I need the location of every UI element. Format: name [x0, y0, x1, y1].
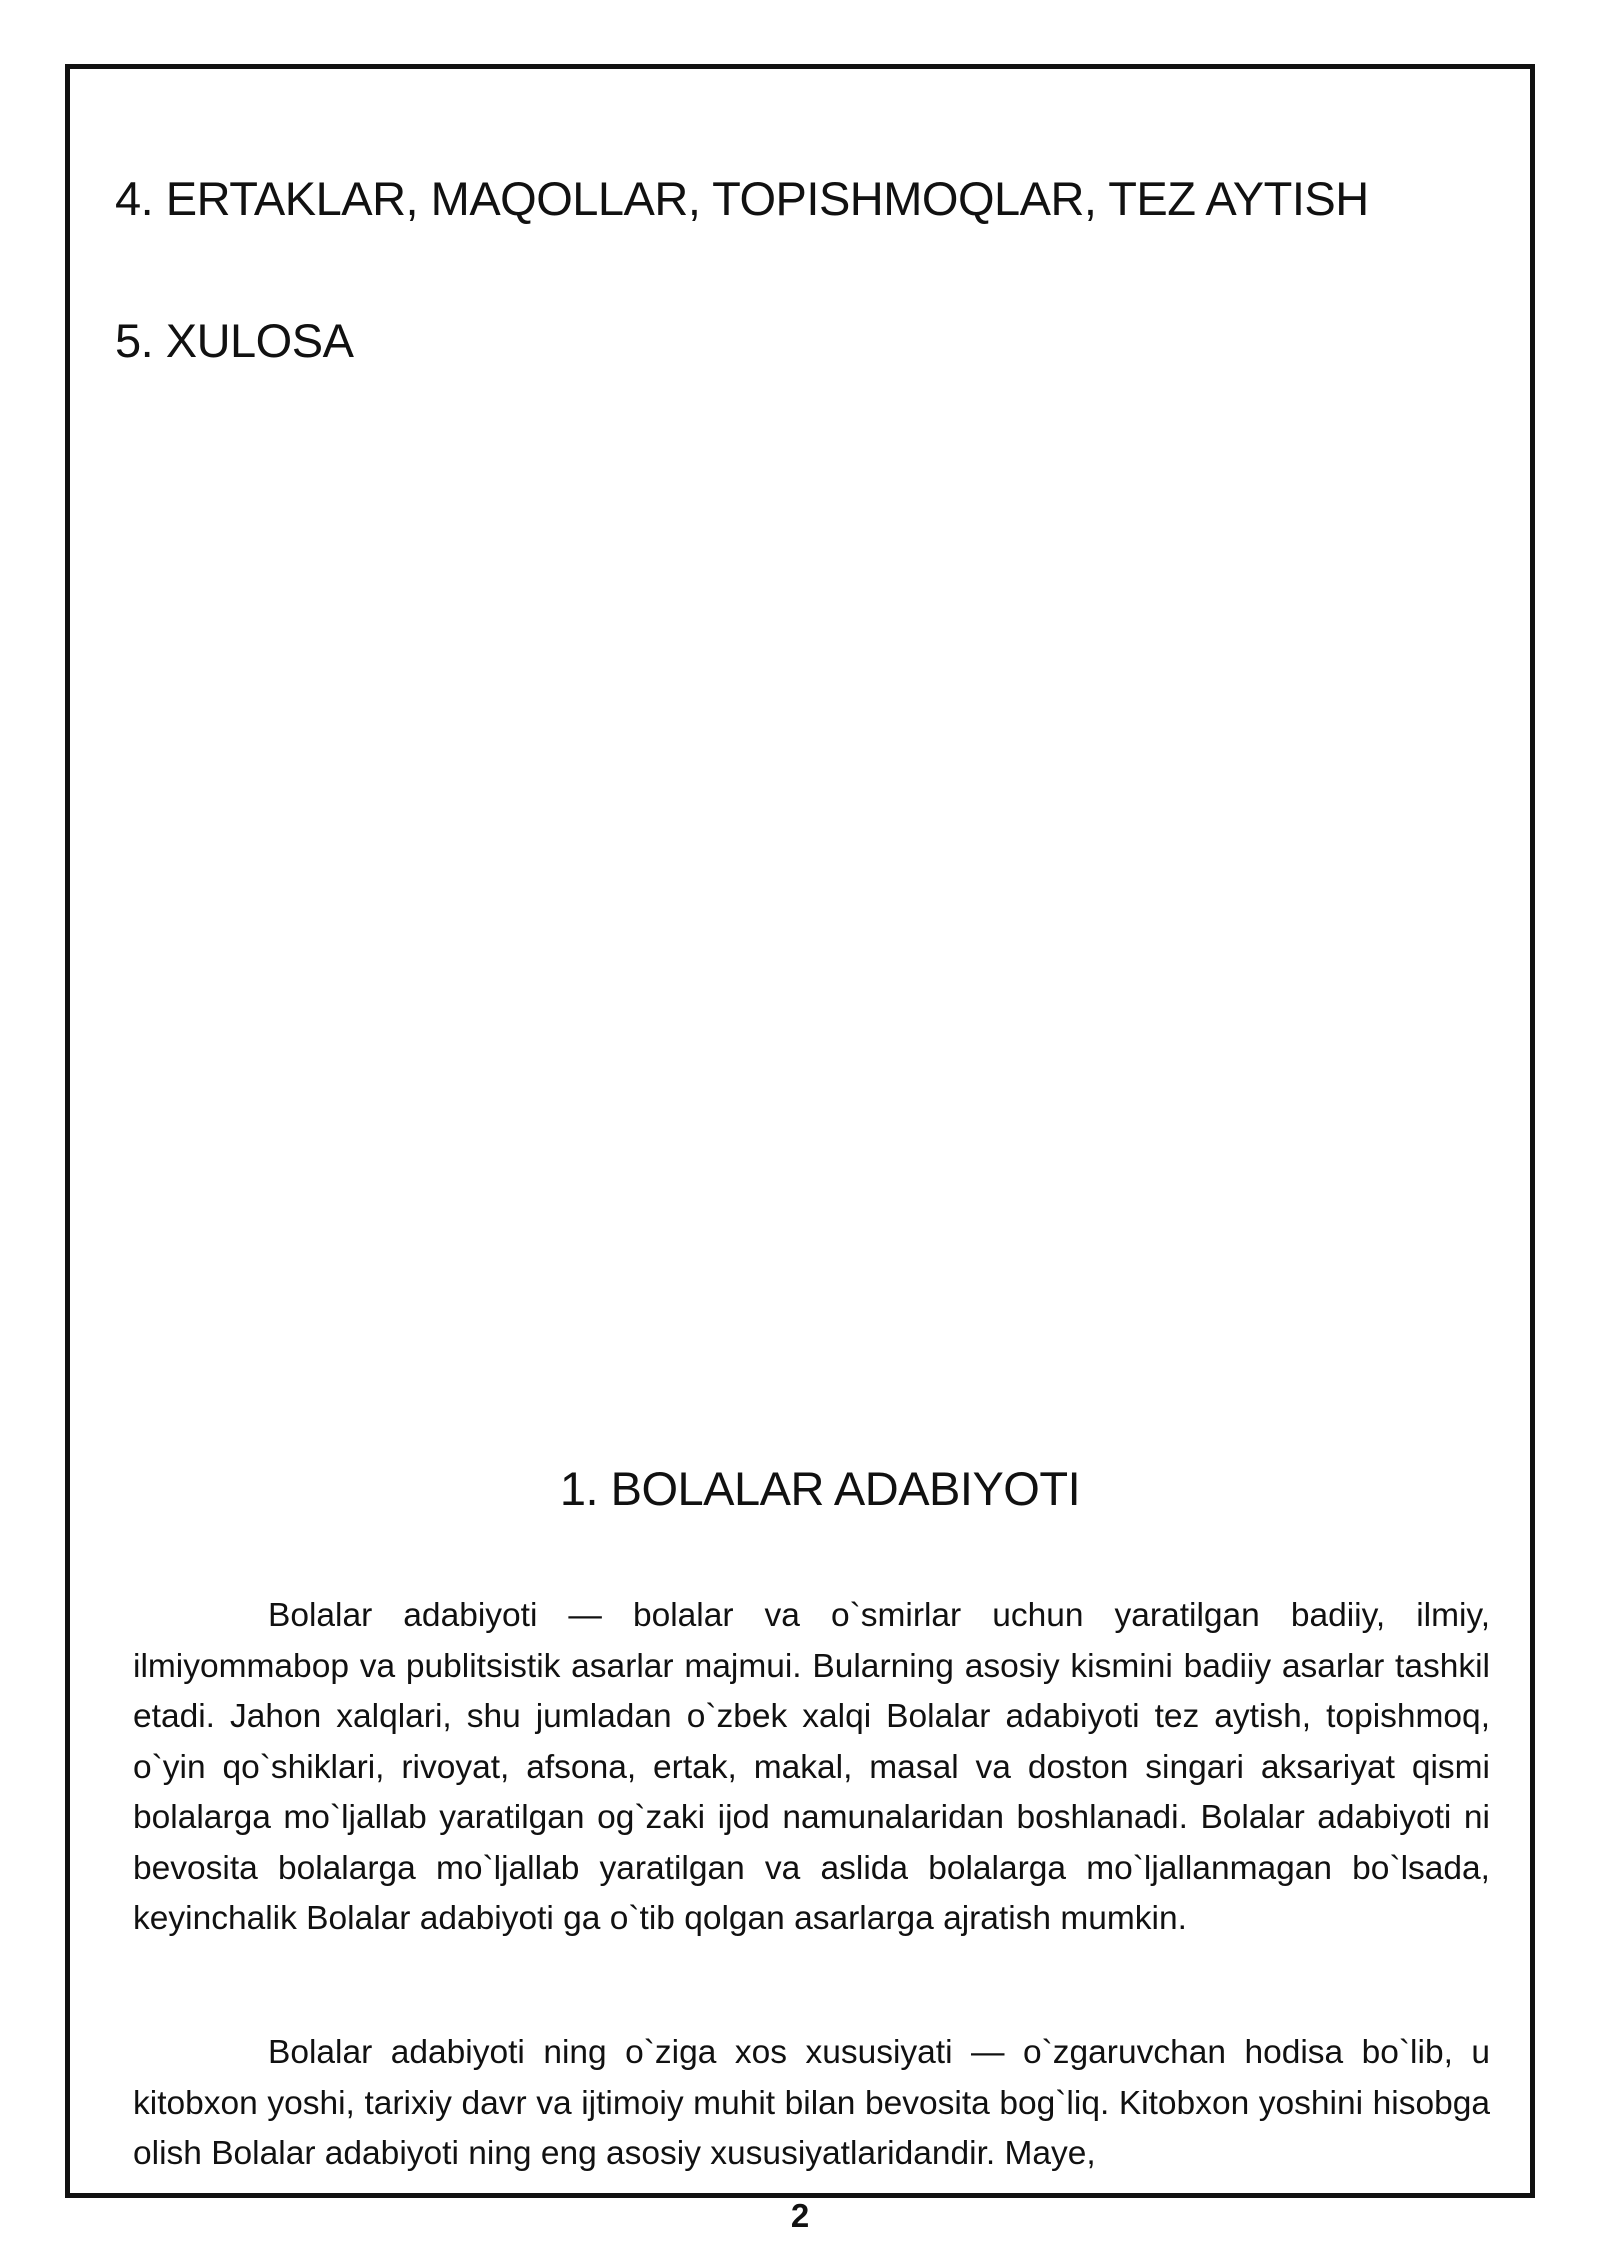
paragraph-1: Bolalar adabiyoti — bolalar va o`smirlar uchun yaratilgan badiiy, ilmiy, ilmiyommabop va publitsistik asarlar majmui. Bularning asosiy kismini badiiy asarlar tashkil etadi. Jahon xalqlari, shu jumladan o`zbek xalqi Bolalar adabiyoti tez aytish, topishmoq, o`yin qo`shiklari, rivoyat, afsona, ertak, makal, masal va doston singari aksariyat qismi bolalarga mo`ljallab yaratilgan og`zaki ijod namunalaridan boshlanadi. Bolalar adabiyoti ni bevosita bolalarga mo`ljallab yaratilgan va aslida bolalarga mo`ljallanmagan bo`lsada, keyinchalik Bolalar adabiyoti ga o`tib qolgan asarlarga ajratish mumkin.: [133, 1597, 1490, 1937]
toc-item-4: 4. ERTAKLAR, MAQOLLAR, TOPISHMOQLAR, TEZ AYTISH: [115, 172, 1369, 225]
toc-item-5: 5. XULOSA: [115, 314, 354, 367]
page-number: 2: [790, 2197, 810, 2234]
section-title: 1. BOLALAR ADABIYOTI: [559, 1462, 1081, 1515]
paragraph-2: Bolalar adabiyoti ning o`ziga xos xususiyati — o`zgaruvchan hodisa bo`lib, u kitobxon yoshi, tarixiy davr va ijtimoiy muhit bilan bevosita bog`liq. Kitobxon yoshini hisobga olish Bolalar adabiyoti ning eng asosiy xususiyatlaridandir. Maye,: [133, 2034, 1490, 2172]
